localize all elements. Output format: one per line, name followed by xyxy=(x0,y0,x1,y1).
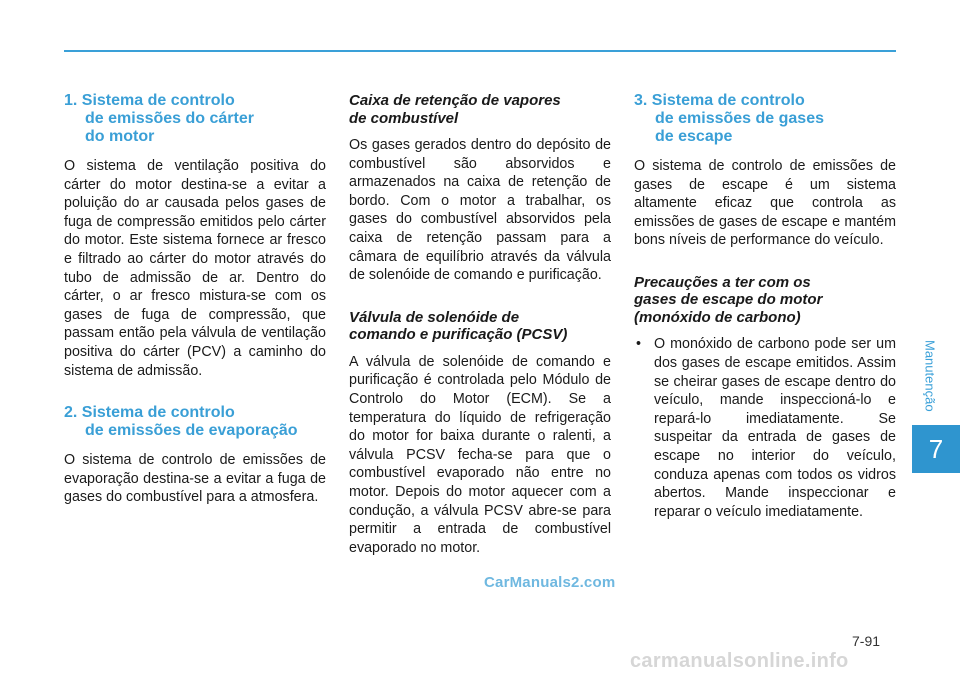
bullet-icon: • xyxy=(636,336,642,353)
subheading-canister xyxy=(349,92,611,127)
subheading-carbon-monoxide xyxy=(634,274,896,327)
heading-crankcase-emission xyxy=(64,92,326,146)
chapter-tab: 7 xyxy=(912,425,960,473)
subheading-pcsv xyxy=(349,309,611,344)
paragraph-pcsv: A válvula de solenóide de comando e purificação é controlada pelo Módulo de Controlo do Motor (ECM). Se a temperatura do líquido de refrigeração do motor for baixa durante o ralenti, a válvula PCSV fecha-se para que o combustível evaporado não entre no motor. Depois do motor aquecer com a condução, a válvula PCSV abre-se para permitir a entrada de combustível evaporado no motor. xyxy=(349,353,611,556)
heading-line: 1. Sistema de controlo xyxy=(64,92,235,109)
heading-line: 2. Sistema de controlo xyxy=(64,404,235,422)
subheading-line: (monóxido de carbono) xyxy=(634,308,801,326)
bullet-text: O monóxido de carbono pode ser um dos gases de escape emitidos. Assim se cheirar gases de escape dentro do veículo, mande inspeccioná-lo e repará-lo imediatamente. Se suspeitar da entrada de gases de escape no interior do veículo, conduza apenas com todos os vidros abertos. Mande inspeccionar e reparar o veículo imediatamente. xyxy=(654,336,896,520)
heading-line: de emissões de gases xyxy=(655,110,824,127)
subheading-line: gases de escape do motor xyxy=(634,291,823,309)
column-2 xyxy=(349,92,611,557)
heading-line: de escape xyxy=(655,128,733,145)
heading-line: do motor xyxy=(85,128,155,145)
subheading-line: Caixa de retenção de vapores xyxy=(349,92,561,109)
column-3 xyxy=(634,92,896,521)
paragraph-canister: Os gases gerados dentro do depósito de combustível são absorvidos e armazenados na caixa de retenção de bordo. Com o motor a trabalhar, os gases do combustível absorvidos pela caixa de retenção passam para a câmara de equilíbrio através da válvula de solenóide de comando e purificação. xyxy=(349,137,611,284)
subheading-line: de combustível xyxy=(349,109,459,127)
watermark-carmanuals: CarManuals2.com xyxy=(484,574,616,591)
paragraph-exhaust: O sistema de controlo de emissões de gases de escape é um sistema altamente eficaz que controla as emissões de gases de escape e mantém bons níveis de performance do veículo. xyxy=(634,158,896,249)
subheading-line: Válvula de solenóide de xyxy=(349,308,520,326)
section-label: Manutenção xyxy=(922,340,938,412)
column-1 xyxy=(64,92,326,507)
list-item xyxy=(634,335,896,521)
paragraph-crankcase: O sistema de ventilação positiva do cárter do motor destina-se a evitar a poluição do ar causada pelos gases de fuga de compressão emitidos pelo cárter do motor. Este sistema fornece ar fresco e filtrado ao cárter do motor através do tubo de admissão de ar. Dentro do cárter, o ar fresco mistura-se com os gases de fuga de compressão, que passam então pela válvula de ventilação positiva do cárter (PCV) a caminho do sistema de admissão. xyxy=(64,158,326,379)
heading-line: de emissões do cárter xyxy=(85,110,254,127)
page-number: 7-91 xyxy=(852,633,881,649)
watermark-carmanualsonline: carmanualsonline.info xyxy=(630,650,849,672)
heading-line: de emissões de evaporação xyxy=(85,422,298,440)
paragraph-evaporative: O sistema de controlo de emissões de evaporação destina-se a evitar a fuga de gases do combustível para a atmosfera. xyxy=(64,452,326,506)
top-divider xyxy=(64,50,896,52)
heading-evaporative-emission xyxy=(64,404,326,440)
subheading-line: comando e purificação (PCSV) xyxy=(349,326,568,344)
heading-line: 3. Sistema de controlo xyxy=(634,92,805,109)
subheading-line: Precauções a ter com os xyxy=(634,273,811,291)
heading-exhaust-emission xyxy=(634,92,896,146)
